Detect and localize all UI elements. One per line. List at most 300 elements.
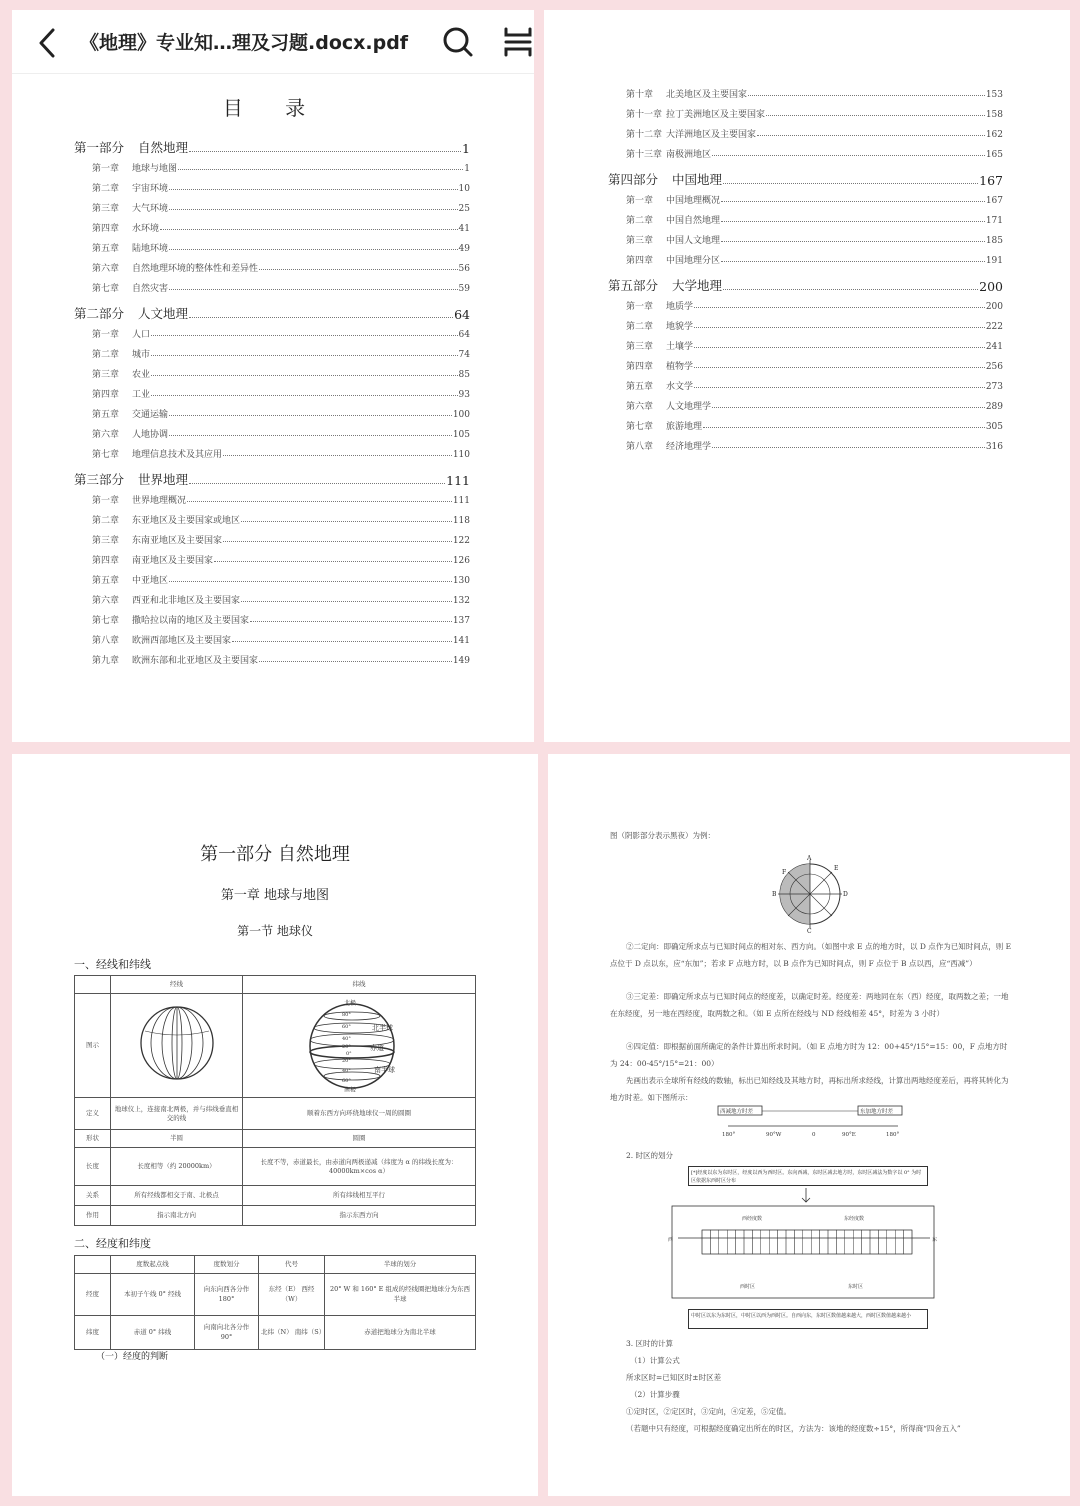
time-zone-cell xyxy=(904,1230,912,1254)
table-cell: 20° W 和 160° E 组成的经线圈把地球分为东西半球 xyxy=(325,1274,476,1316)
latitude-label: 0° xyxy=(346,1051,352,1057)
toc-entry-label xyxy=(92,161,177,174)
app-header xyxy=(12,10,534,74)
toc-chapter-entry[interactable] xyxy=(626,193,1003,206)
toc-entry-page: 64 xyxy=(458,330,470,340)
toc-entry-page: 158 xyxy=(985,110,1003,120)
toc-entry-label xyxy=(92,427,168,440)
toc-entry-label xyxy=(92,221,159,234)
toc-chapter-entry[interactable] xyxy=(92,493,470,506)
toc-entry-title: 地质学 xyxy=(666,302,694,312)
toc-entry-label xyxy=(626,439,711,452)
table-header: 度数划分 xyxy=(195,1256,259,1274)
leader-dots xyxy=(151,355,458,356)
toc-entry-label xyxy=(626,359,693,372)
leader-dots xyxy=(694,387,985,388)
toc-entry-number: 第五章 xyxy=(92,244,120,254)
toc-chapter-entry[interactable] xyxy=(92,161,470,174)
toc-entry-number: 第八章 xyxy=(626,442,654,452)
toc-entry-number: 第二部分 xyxy=(74,306,125,321)
time-difference-axis xyxy=(708,1104,918,1142)
table-header: 经线 xyxy=(111,976,243,994)
table-header: 代号 xyxy=(259,1256,325,1274)
split-view-icon[interactable] xyxy=(502,26,534,62)
toc-entry-title: 植物学 xyxy=(666,362,694,372)
toc-entry-label xyxy=(92,513,240,526)
toc-entry-number: 第一章 xyxy=(92,164,120,174)
time-zone-note-top: [*]经度以东为东时区，经度以西为西时区。东向西减，东时区减去地方时，东时区减法为数字以 0° 为时区依据东西时区分布 xyxy=(688,1166,928,1186)
leader-dots xyxy=(189,483,445,484)
toc-entry-title: 地貌学 xyxy=(666,322,694,332)
time-zone-cell xyxy=(862,1230,870,1254)
toc-part-entry[interactable] xyxy=(74,304,470,322)
toc-entry-title: 自然地理环境的整体性和差异性 xyxy=(132,264,259,274)
latitude-label: 40° xyxy=(342,1068,351,1074)
toc-entry-number: 第九章 xyxy=(92,656,120,666)
longitude-latitude-table xyxy=(74,1255,476,1350)
leader-dots xyxy=(178,169,463,170)
toc-entry-label xyxy=(92,633,231,646)
text-line: 所求区时=已知区时±时区差 xyxy=(626,1373,722,1382)
leader-dots xyxy=(259,269,458,270)
point-label-c: C xyxy=(807,928,812,934)
paragraph: ④四定值：即根据前面所确定的条件计算出所求时间。（如 E 点地方时为 12：00+45°/15°=15：00，F 点地方时为 24：00-45°/15°=21：00） xyxy=(610,1042,1008,1068)
toc-chapter-entry[interactable] xyxy=(626,399,1003,412)
toc-entry-label xyxy=(92,181,168,194)
axis-tick: 0 xyxy=(812,1132,816,1138)
point-label-e: E xyxy=(834,865,839,872)
point-label-a: A xyxy=(807,855,812,862)
axis-tick: 180° xyxy=(722,1132,736,1138)
toc-chapter-entry[interactable] xyxy=(626,233,1003,246)
toc-chapter-entry[interactable] xyxy=(92,447,470,460)
parallel-globe-figure xyxy=(243,994,476,1098)
toc-entry-number: 第五部分 xyxy=(608,278,659,293)
table-cell: 赤道 0° 纬线 xyxy=(111,1316,195,1350)
meridian-parallel-table xyxy=(74,975,476,1226)
toc-entry-label xyxy=(626,319,693,332)
toc-entry-title: 世界地理 xyxy=(138,472,189,487)
toc-entry-title: 北美地区及主要国家 xyxy=(666,90,748,100)
leader-dots xyxy=(721,221,985,222)
toc-entry-number: 第十章 xyxy=(626,90,654,100)
toc-part-entry[interactable] xyxy=(608,276,1003,294)
section-heading: 3. 区时的计算 xyxy=(626,1339,674,1348)
point-label-b: B xyxy=(772,891,777,898)
toc-entry-number: 第七章 xyxy=(92,616,120,626)
toc-entry-page: 10 xyxy=(458,184,470,194)
toc-entry-title: 中国地理 xyxy=(672,172,723,187)
table-cell: 本初子午线 0° 经线 xyxy=(111,1274,195,1316)
toc-chapter-entry[interactable] xyxy=(92,241,470,254)
toc-part-entry[interactable] xyxy=(74,470,470,488)
toc-entry-title: 欧洲东部和北亚地区及主要国家 xyxy=(132,656,259,666)
toc-entry-page: 165 xyxy=(985,150,1003,160)
time-zone-cell xyxy=(719,1230,727,1254)
toc-entry-title: 东南亚地区及主要国家 xyxy=(132,536,223,546)
toc-chapter-entry[interactable] xyxy=(92,281,470,294)
part-heading: 第一部分 自然地理 xyxy=(200,844,350,865)
toc-chapter-entry[interactable] xyxy=(626,147,1003,160)
toc-entry-title: 大洋洲地区及主要国家 xyxy=(666,130,757,140)
toc-entry-number: 第十三章 xyxy=(626,150,663,160)
toc-entry-title: 交通运输 xyxy=(132,410,169,420)
toc-entry-title: 中国人文地理 xyxy=(666,236,721,246)
toc-chapter-entry[interactable] xyxy=(92,201,470,214)
toc-entry-number: 第十二章 xyxy=(626,130,663,140)
toc-entry-title: 欧洲西部地区及主要国家 xyxy=(132,636,232,646)
leader-dots xyxy=(169,249,458,250)
toc-entry-number: 第五章 xyxy=(92,410,120,420)
pdf-page-3 xyxy=(12,754,538,1496)
toc-entry-label xyxy=(626,233,720,246)
leader-dots xyxy=(721,241,985,242)
toc-entry-title: 陆地环境 xyxy=(132,244,169,254)
leader-dots xyxy=(214,561,452,562)
time-zone-cell xyxy=(761,1230,769,1254)
toc-entry-number: 第二章 xyxy=(626,216,654,226)
south-pole-label: 南极 xyxy=(344,1087,357,1092)
leader-dots xyxy=(169,189,458,190)
toc-entry-page: 305 xyxy=(985,422,1003,432)
leader-dots xyxy=(757,135,985,136)
table-cell: 定义 xyxy=(75,1098,111,1130)
time-zone-cell xyxy=(727,1230,735,1254)
toc-entry-page: 85 xyxy=(458,370,470,380)
toc-entry-page: 222 xyxy=(985,322,1003,332)
toc-entry-page: 100 xyxy=(452,410,470,420)
table-cell: 关系 xyxy=(75,1186,111,1206)
table-cell: 北纬（N） 南纬（S） xyxy=(259,1316,325,1350)
leader-dots xyxy=(694,327,985,328)
toc-chapter-entry[interactable] xyxy=(92,653,470,666)
toc-entry-number: 第八章 xyxy=(92,636,120,646)
toc-chapter-entry[interactable] xyxy=(626,359,1003,372)
toc-entry-title: 南亚地区及主要国家 xyxy=(132,556,214,566)
toc-entry-number: 第三章 xyxy=(626,236,654,246)
table-cell: 经度 xyxy=(75,1274,111,1316)
toc-entry-label xyxy=(92,281,168,294)
day-night-clock-diagram xyxy=(770,854,850,934)
toc-chapter-entry[interactable] xyxy=(626,319,1003,332)
table-header xyxy=(75,1256,111,1274)
toc-entry-title: 自然地理 xyxy=(138,140,189,155)
section-heading: 第一节 地球仪 xyxy=(237,924,313,938)
toc-entry-title: 地理信息技术及其应用 xyxy=(132,450,223,460)
toc-entry-number: 第一部分 xyxy=(74,140,125,155)
leader-dots xyxy=(160,229,458,230)
toc-entry-label xyxy=(92,447,222,460)
time-zone-cell xyxy=(803,1230,811,1254)
toc-entry-label xyxy=(626,253,720,266)
west-longitude-label: 西经度数 xyxy=(742,1216,763,1222)
toc-chapter-entry[interactable] xyxy=(92,347,470,360)
time-zone-cell xyxy=(752,1230,760,1254)
time-zone-cell xyxy=(769,1230,777,1254)
table-cell: 作用 xyxy=(75,1206,111,1226)
toc-chapter-entry[interactable] xyxy=(92,513,470,526)
toc-chapter-entry[interactable] xyxy=(92,407,470,420)
leader-dots xyxy=(187,501,452,502)
time-zone-cell xyxy=(744,1230,752,1254)
axis-tick: 90°E xyxy=(842,1132,856,1138)
toc-entry-label xyxy=(626,193,720,206)
toc-entry-page: 110 xyxy=(452,450,470,460)
toc-chapter-entry[interactable] xyxy=(92,181,470,194)
table-cell: 长度相等（约 20000km） xyxy=(111,1148,243,1186)
toc-entry-title: 撒哈拉以南的地区及主要国家 xyxy=(132,616,250,626)
text-line: （1）计算公式 xyxy=(630,1356,680,1365)
toc-entry-label xyxy=(92,347,150,360)
leader-dots xyxy=(189,151,461,152)
toc-entry-page: 64 xyxy=(454,307,470,322)
document-title: 《地理》专业知…理及习题.docx.pdf xyxy=(80,32,409,54)
toc-chapter-entry[interactable] xyxy=(626,439,1003,452)
paragraph: ②二定向：即确定所求点与已知时间点的相对东、西方向。（如图中求 E 点的地方时，以 D 点作为已知时间点，则 E 点位于 D 点以东，应“东加”；若求 F 点地方时，以 B 点作为已知时间点，则 F 点位于 B 点以西，应“西减”） xyxy=(610,942,1012,968)
text-line: ①定时区，②定区时，③定向，④定差，⑤定值。 xyxy=(626,1407,791,1416)
toc-chapter-entry[interactable] xyxy=(92,633,470,646)
latitude-label: 40° xyxy=(342,1036,351,1042)
toc-entry-label xyxy=(92,387,150,400)
toc-chapter-entry[interactable] xyxy=(626,87,1003,100)
toc-entry-label xyxy=(608,276,722,294)
toc-entry-page: 74 xyxy=(458,350,470,360)
leader-dots xyxy=(169,435,452,436)
toc-entry-title: 人文地理 xyxy=(138,306,189,321)
leader-dots xyxy=(721,261,985,262)
toc-entry-title: 中国自然地理 xyxy=(666,216,721,226)
toc-entry-number: 第四章 xyxy=(92,556,120,566)
toc-entry-page: 130 xyxy=(452,576,470,586)
toc-entry-page: 111 xyxy=(446,473,470,488)
toc-entry-page: 122 xyxy=(452,536,470,546)
toc-entry-label xyxy=(74,470,188,488)
toc-chapter-entry[interactable] xyxy=(92,553,470,566)
southern-hemisphere-label: 南半球 xyxy=(374,1066,395,1074)
toc-entry-label xyxy=(92,533,222,546)
text-line: （若题中只有经度，可根据经度确定出所在的时区，方法为：该地的经度数÷15°，所得商“四舍五入” xyxy=(626,1424,961,1433)
toc-chapter-entry[interactable] xyxy=(626,379,1003,392)
toc-entry-label xyxy=(626,419,702,432)
toc-entry-page: 105 xyxy=(452,430,470,440)
toc-chapter-entry[interactable] xyxy=(626,107,1003,120)
toc-entry-number: 第一章 xyxy=(92,330,120,340)
toc-entry-page: 191 xyxy=(985,256,1003,266)
toc-entry-number: 第七章 xyxy=(92,284,120,294)
toc-chapter-entry[interactable] xyxy=(92,261,470,274)
subsection-heading: 一、经线和纬线 xyxy=(74,958,151,971)
toc-entry-page: 162 xyxy=(985,130,1003,140)
time-zone-cell xyxy=(710,1230,718,1254)
table-cell: 图示 xyxy=(75,994,111,1098)
toc-entry-number: 第四章 xyxy=(92,390,120,400)
toc-chapter-entry[interactable] xyxy=(92,533,470,546)
toc-entry-page: 289 xyxy=(985,402,1003,412)
time-zone-cell xyxy=(702,1230,710,1254)
toc-entry-title: 中国地理概况 xyxy=(666,196,721,206)
toc-entry-title: 地球与地图 xyxy=(132,164,178,174)
leader-dots xyxy=(694,347,985,348)
west-zone-label: 西时区 xyxy=(740,1284,756,1290)
toc-entry-title: 水文学 xyxy=(666,382,694,392)
time-zone-cell xyxy=(870,1230,878,1254)
toc-entry-title: 经济地理学 xyxy=(666,442,712,452)
toc-entry-page: 118 xyxy=(452,516,470,526)
toc-entry-page: 185 xyxy=(985,236,1003,246)
toc-entry-title: 城市 xyxy=(132,350,151,360)
toc-entry-page: 111 xyxy=(452,496,470,506)
leader-dots xyxy=(189,317,453,318)
toc-entry-number: 第一章 xyxy=(92,496,120,506)
toc-entry-page: 200 xyxy=(979,279,1003,294)
axis-tick: 90°W xyxy=(766,1132,782,1138)
parallel-globe xyxy=(304,996,414,1092)
toc-entry-title: 大学地理 xyxy=(672,278,723,293)
table-header: 半球的划分 xyxy=(325,1256,476,1274)
toc-entry-number: 第一章 xyxy=(626,302,654,312)
toc-chapter-entry[interactable] xyxy=(92,573,470,586)
toc-entry-title: 自然灾害 xyxy=(132,284,169,294)
toc-entry-label xyxy=(626,107,765,120)
toc-entry-label xyxy=(92,261,258,274)
chapter-heading: 第一章 地球与地图 xyxy=(220,888,330,903)
table-cell: 半圆 xyxy=(111,1130,243,1148)
toc-entry-title: 工业 xyxy=(132,390,151,400)
toc-entry-page: 149 xyxy=(452,656,470,666)
toc-chapter-entry[interactable] xyxy=(92,387,470,400)
toc-chapter-entry[interactable] xyxy=(626,253,1003,266)
table-cell: 所有经线都相交于南、北极点 xyxy=(111,1186,243,1206)
leader-dots xyxy=(766,115,985,116)
toc-chapter-entry[interactable] xyxy=(626,419,1003,432)
chevron-left-icon[interactable] xyxy=(36,28,58,62)
sub-subsection-heading: （一）经度的判断 xyxy=(96,1352,169,1362)
meridian-globe-figure xyxy=(111,994,243,1098)
toc-entry-page: 1 xyxy=(464,164,470,174)
toc-entry-title: 拉丁美洲地区及主要国家 xyxy=(666,110,766,120)
toc-part-entry[interactable] xyxy=(608,170,1003,188)
toc-entry-page: 153 xyxy=(985,90,1003,100)
subsection-heading: 二、经度和纬度 xyxy=(74,1237,151,1250)
toc-chapter-entry[interactable] xyxy=(92,367,470,380)
toc-entry-page: 171 xyxy=(985,216,1003,226)
leader-dots xyxy=(723,183,978,184)
toc-entry-label xyxy=(92,493,186,506)
toc-entry-label xyxy=(626,379,693,392)
west-arrow-label: 西 xyxy=(668,1237,674,1243)
toc-entry-title: 人文地理学 xyxy=(666,402,712,412)
figure-caption: 图（阴影部分表示黑夜）为例： xyxy=(610,831,715,840)
time-zone-note-bottom: 中时区以东为东时区，中时区以西为西时区。自西向东，东时区数值越来越大，西时区数值越来越小 xyxy=(688,1309,928,1329)
toc-chapter-entry[interactable] xyxy=(626,213,1003,226)
toc-entry-number: 第十一章 xyxy=(626,110,663,120)
latitude-label: 60° xyxy=(342,1078,351,1084)
toc-entry-number: 第四章 xyxy=(92,224,120,234)
toc-entry-page: 41 xyxy=(458,224,470,234)
leader-dots xyxy=(223,541,452,542)
toc-entry-page: 126 xyxy=(452,556,470,566)
toc-entry-number: 第二章 xyxy=(626,322,654,332)
toc-part-entry[interactable] xyxy=(74,138,470,156)
time-zone-cell xyxy=(786,1230,794,1254)
toc-entry-title: 西亚和北非地区及主要国家 xyxy=(132,596,241,606)
table-cell: 圆圈 xyxy=(243,1130,476,1148)
toc-entry-number: 第六章 xyxy=(92,596,120,606)
toc-entry-number: 第二章 xyxy=(92,184,120,194)
leader-dots xyxy=(151,395,458,396)
toc-entry-title: 中亚地区 xyxy=(132,576,169,586)
meridian-globe xyxy=(137,1001,217,1087)
time-zone-cell xyxy=(836,1230,844,1254)
toc-entry-label xyxy=(92,553,213,566)
east-longitude-label: 东经度数 xyxy=(844,1216,865,1222)
toc-entry-page: 200 xyxy=(985,302,1003,312)
toc-entry-label xyxy=(92,573,168,586)
toc-chapter-entry[interactable] xyxy=(626,299,1003,312)
leader-dots xyxy=(723,289,978,290)
northern-hemisphere-label: 北半球 xyxy=(372,1024,393,1032)
toc-entry-number: 第六章 xyxy=(92,430,120,440)
search-icon[interactable] xyxy=(442,26,474,62)
west-subtract-label: 西减地方时差 xyxy=(720,1109,754,1115)
table-cell xyxy=(75,976,111,994)
pdf-page-2 xyxy=(544,10,1070,742)
toc-chapter-entry[interactable] xyxy=(626,127,1003,140)
toc-entry-label xyxy=(74,138,188,156)
toc-entry-label xyxy=(92,613,249,626)
point-label-f: F xyxy=(782,869,787,876)
pdf-page-1 xyxy=(12,10,534,742)
toc-entry-number: 第六章 xyxy=(92,264,120,274)
toc-entry-number: 第三章 xyxy=(92,536,120,546)
paragraph: ③三定差：即确定所求点与已知时间点的经度差，以确定时差。经度差：两地同在东（西）经度，取两数之差；一地在东经度，另一地在西经度，取两数之和。（如 E 点所在经线与 ND 经线相差 45°，时差为 3 小时） xyxy=(610,992,1009,1018)
toc-entry-label xyxy=(92,241,168,254)
paragraph: 先画出表示全球所有经线的数轴，标出已知经线及其地方时，再标出所求经线，计算出两地经度差后，再将其转化为地方时差。如下图所示： xyxy=(610,1076,1009,1102)
toc-chapter-entry[interactable] xyxy=(92,221,470,234)
pdf-page-4 xyxy=(548,754,1070,1496)
toc-entry-number: 第二章 xyxy=(92,350,120,360)
time-zone-cell xyxy=(820,1230,828,1254)
leader-dots xyxy=(712,407,985,408)
table-header: 纬线 xyxy=(243,976,476,994)
table-cell: 向东向西各分作 180° xyxy=(195,1274,259,1316)
toc-chapter-entry[interactable] xyxy=(92,327,470,340)
toc-entry-number: 第七章 xyxy=(92,450,120,460)
leader-dots xyxy=(703,427,985,428)
toc-entry-label xyxy=(92,327,150,340)
table-cell: 所有纬线相互平行 xyxy=(243,1186,476,1206)
toc-chapter-entry[interactable] xyxy=(92,613,470,626)
toc-entry-page: 93 xyxy=(458,390,470,400)
toc-chapter-entry[interactable] xyxy=(626,339,1003,352)
toc-entry-label xyxy=(626,87,747,100)
leader-dots xyxy=(232,641,452,642)
toc-chapter-entry[interactable] xyxy=(92,593,470,606)
table-cell: 长度 xyxy=(75,1148,111,1186)
toc-entry-number: 第六章 xyxy=(626,402,654,412)
latitude-label: 20° xyxy=(342,1058,351,1064)
toc-entry-page: 137 xyxy=(452,616,470,626)
toc-entry-page: 59 xyxy=(458,284,470,294)
point-label-d: D xyxy=(843,891,848,898)
toc-chapter-entry[interactable] xyxy=(92,427,470,440)
table-cell: 长度不等，赤道最长，由赤道向两极递减（纬度为 α 的纬线长度为：40000km×cos α） xyxy=(243,1148,476,1186)
table-cell: 东经（E） 西经（W） xyxy=(259,1274,325,1316)
equator-label: 赤道 xyxy=(370,1044,384,1052)
toc-entry-page: 167 xyxy=(979,173,1003,188)
toc-title: 目 录 xyxy=(222,96,324,120)
table-cell: 向南向北各分作 90° xyxy=(195,1316,259,1350)
